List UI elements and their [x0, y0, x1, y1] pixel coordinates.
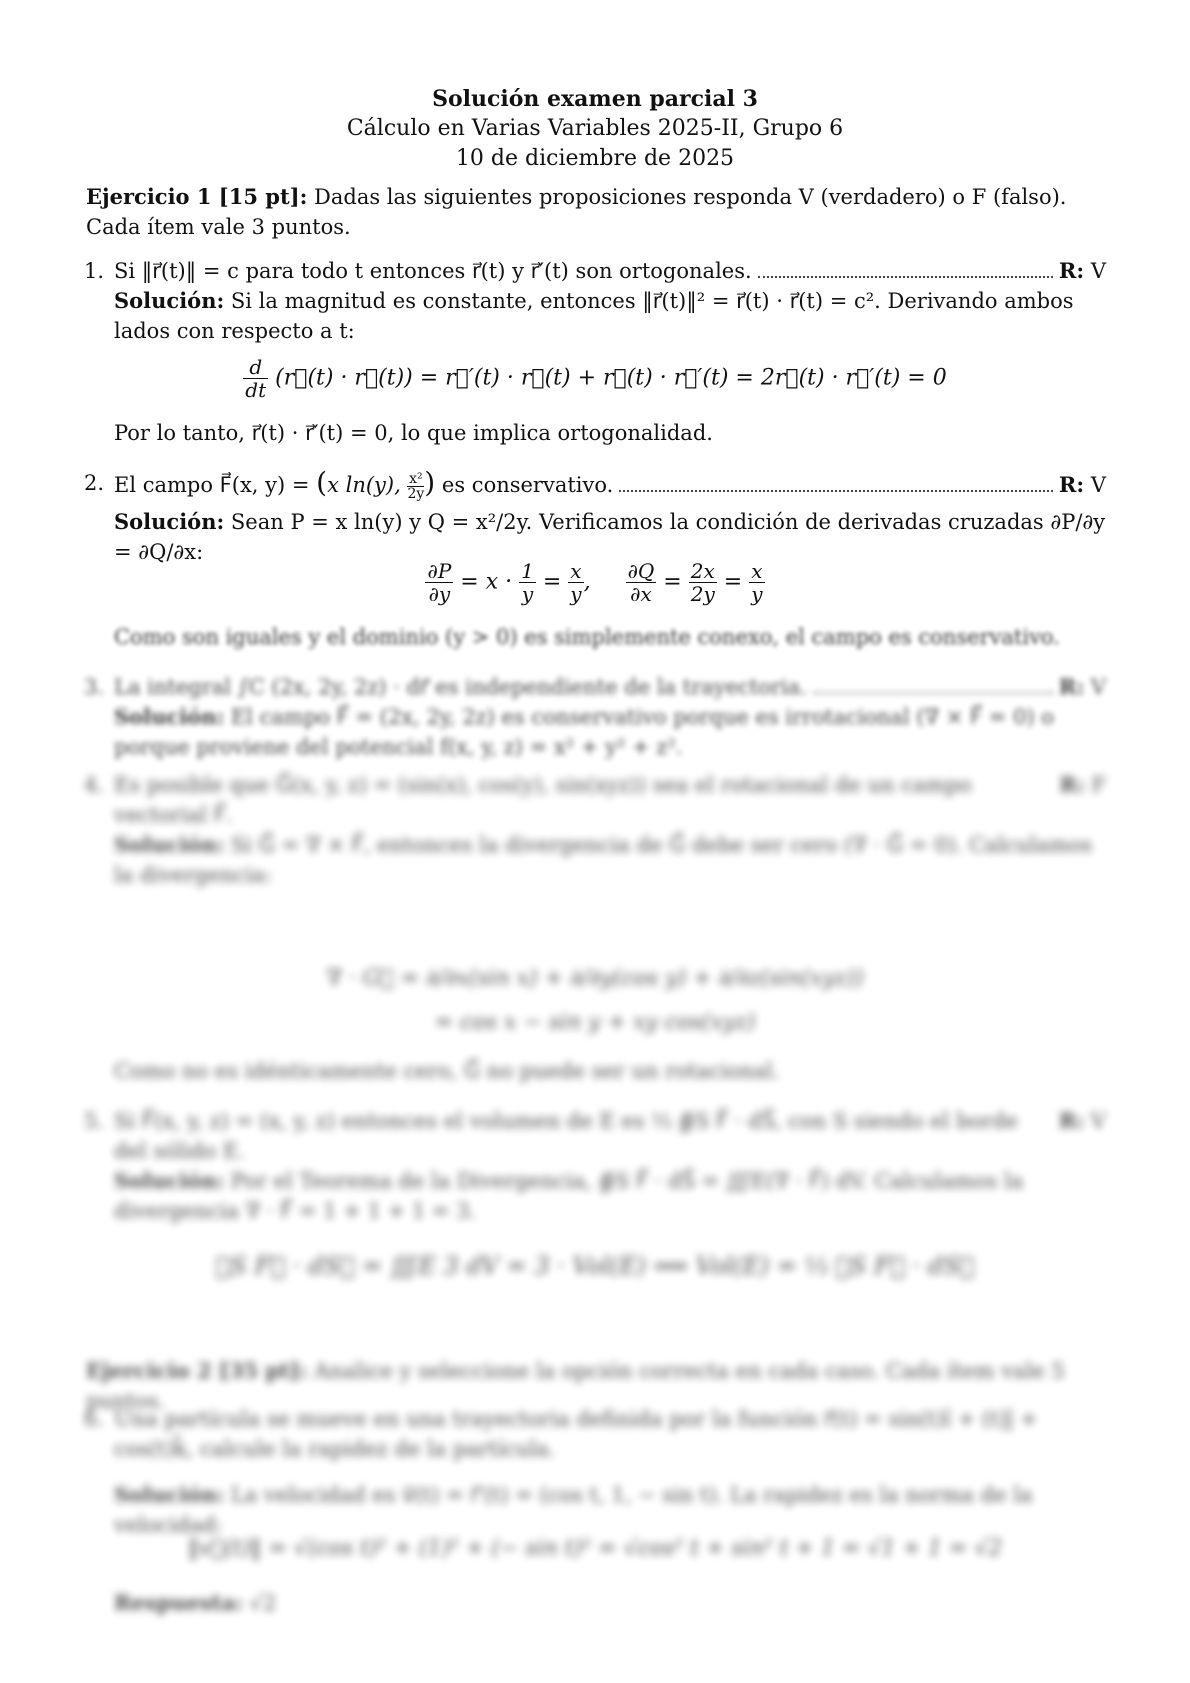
item-4-statement-line [114, 770, 1106, 830]
item-number: 6. [84, 1407, 105, 1431]
answer-label: R: [1058, 1108, 1085, 1133]
solution-label: Solución: [114, 832, 225, 857]
frac-num: 2x [689, 560, 717, 583]
x-over-y [568, 560, 583, 605]
frac-num: d [243, 356, 268, 379]
item-5-solution [114, 1166, 1106, 1226]
item-5-equation: ∯S F⃗ · dS⃗ = ∭E 3 dV = 3 · Vol(E) ⟹ Vol(E) = ⅓ ∯S F⃗ · dS⃗ [215, 1252, 975, 1280]
solution-label: Solución: [114, 1168, 225, 1193]
item-6-solution [114, 1480, 1106, 1540]
frac-den: 2y [407, 486, 425, 502]
answer-value: V [1090, 259, 1106, 283]
solution-text: La velocidad es v⃗(t) = r⃗′(t) = (cos t, 1, − sin t). La rapidez es la norma de la velocidad: [114, 1483, 1033, 1537]
exercise-2-instructions: Analice y seleccione la opción correcta en cada caso. Cada ítem vale 5 puntos. [86, 1359, 1065, 1413]
item-1-equation [0, 356, 1190, 401]
document-title: Solución examen parcial 3 [432, 86, 758, 112]
item-2-equation: $\frac{\partial P}{\partial y}$ = x · $\frac{1}{y}$ = $\frac{x}{y}$ , $\frac{\partial Q}{\partial x}$ = $\frac{2x}{2y}$ = $\frac{x}{y}$ [427, 560, 763, 606]
response-label: Respuesta: [114, 1590, 243, 1615]
solution-text: Si G⃗ = ∇ × F⃗, entonces la divergencia de G⃗ debe ser cero (∇ · G⃗ = 0). Calculamos la divergencia: [114, 833, 1093, 887]
item-4-equation-2: = cos x − sin y + xy cos(xyz) [434, 1010, 756, 1035]
item-6-equation [0, 1536, 1190, 1561]
statement-prefix: El campo F⃗(x, y) = [114, 473, 317, 497]
answer-value: V [1090, 473, 1106, 497]
solution-text: Sean P = x ln(y) y Q = x²/2y. Verificamos la condición de derivadas cruzadas ∂P/∂y = ∂Q/∂x: [114, 510, 1106, 564]
frac-num: x² [409, 471, 423, 487]
frac-num: x [749, 560, 764, 583]
item-1-statement: Si ‖r⃗(t)‖ = c para todo t entonces r⃗(t) y r⃗′(t) son ortogonales. [114, 259, 752, 283]
item-6 [84, 1404, 1106, 1540]
item-5-answer [1059, 1106, 1106, 1136]
frac-num: x [568, 560, 583, 583]
exercise-1-label: Ejercicio 1 [15 pt]: [86, 184, 308, 209]
item-2-conclusion: Como son iguales y el dominio (y > 0) es simplemente conexo, el campo es conservativo. [114, 625, 1060, 649]
answer-label: R: [1059, 772, 1085, 797]
item-6-response [114, 1588, 1106, 1618]
response-value: √2 [249, 1591, 277, 1615]
item-2-statement: El campo F⃗(x, y) = (x ln(y), $\frac{\text{x²}}{2y}$) es conservativo. [114, 466, 614, 502]
field-first-component: x ln(y), [327, 473, 401, 497]
item-3 [84, 672, 1106, 762]
frac-den: dt [245, 378, 267, 402]
item-number: 4. [84, 773, 105, 797]
item-3-answer [1059, 672, 1106, 702]
item-3-solution [114, 702, 1106, 762]
answer-value: V [1090, 675, 1106, 699]
answer-value: F [1091, 773, 1106, 797]
item-6-statement: Una partícula se mueve en una trayectoria definida por la función r⃗(t) = sin(t)î + (t)ĵ + cos(t)k̂, calcule la rapidez de la partícula. [114, 1407, 1038, 1461]
frac-num: ∂Q [627, 560, 655, 583]
frac-den: ∂y [428, 582, 451, 606]
exercise-2-label: Ejercicio 2 [35 pt]: [86, 1358, 308, 1383]
item-1-solution [114, 286, 1106, 346]
frac-den: y [751, 582, 763, 606]
equation-body: (r⃗(t) · r⃗(t)) = r⃗′(t) · r⃗(t) + r⃗(t) · r⃗′(t) = 2r⃗(t) · r⃗′(t) = 0 [275, 365, 947, 391]
solution-text: Si la magnitud es constante, entonces ‖r⃗(t)‖² = r⃗(t) · r⃗(t) = c². Derivando ambos lados con respecto a t: [114, 289, 1074, 343]
solution-label: Solución: [114, 704, 225, 729]
answer-label: R: [1058, 674, 1085, 699]
solution-text: Por el Teorema de la Divergencia, ∯S F⃗ · dS⃗ = ∭E(∇ · F⃗) dV. Calculamos la divergencia ∇ · F⃗ = 1 + 1 + 1 = 3. [114, 1169, 1024, 1223]
item-2 [84, 466, 1106, 567]
item-2-answer [1059, 470, 1106, 500]
item-1 [84, 256, 1106, 346]
solution-label: Solución: [114, 509, 225, 534]
equation-body: ‖v⃗(t)‖ = √(cos t)² + (1)² + (− sin t)² = √cos² t + sin² t + 1 = √1 + 1 = √2 [187, 1536, 1003, 1561]
eq-mid: = x · [460, 569, 513, 595]
exam-date: 10 de diciembre de 2025 [455, 146, 735, 171]
item-4-answer [1060, 770, 1106, 800]
item-4-solution [114, 830, 1106, 890]
x-over-y-2 [749, 560, 764, 605]
dp-dy-fraction [425, 560, 453, 605]
item-4-conclusion: Como no es idénticamente cero, G⃗ no puede ser un rotacional. [114, 1059, 780, 1083]
dot-leader [813, 692, 1053, 694]
item-1-statement-line [114, 256, 1106, 286]
item-4-statement: Es posible que G⃗(x, y, z) = (sin(x), cos(y), sin(xyz)) sea el rotacional de un campo vectorial F⃗. [114, 773, 972, 827]
exercise-1-heading [86, 182, 1106, 242]
item-5 [84, 1106, 1106, 1226]
item-5-statement-line [114, 1106, 1106, 1166]
answer-label: R: [1058, 472, 1085, 497]
item-1-answer [1059, 256, 1106, 286]
frac-den: 2y [690, 582, 715, 606]
item-4 [84, 770, 1106, 890]
field-fraction [407, 472, 424, 501]
item-1-conclusion: Por lo tanto, r⃗(t) · r⃗′(t) = 0, lo que implica ortogonalidad. [114, 421, 713, 445]
frac-num: 1 [521, 560, 534, 583]
item-3-statement-line [114, 672, 1106, 702]
item-3-statement: La integral ∫C (2x, 2y, 2z) · dr⃗ es independiente de la trayectoria. [114, 675, 807, 699]
exercise-1-instructions: Dadas las siguientes proposiciones responda V (verdadero) o F (falso). Cada ítem vale 3 puntos. [86, 185, 1067, 239]
item-number: 2. [84, 471, 105, 495]
item-number: 3. [84, 675, 105, 699]
answer-value: V [1090, 1109, 1106, 1133]
2x-over-2y [689, 560, 717, 605]
frac-num: ∂P [427, 560, 452, 583]
item-2-solution [114, 507, 1106, 567]
frac-den: y [521, 582, 534, 606]
item-2-statement-line [114, 468, 1106, 501]
item-number: 5. [84, 1109, 105, 1133]
derivative-fraction [243, 356, 268, 401]
frac-den: ∂x [630, 582, 652, 606]
dq-dx-fraction [626, 560, 657, 605]
frac-den: y [570, 582, 582, 606]
solution-label: Solución: [114, 1482, 225, 1507]
solution-label: Solución: [114, 288, 225, 313]
dot-leader [619, 490, 1053, 492]
item-5-statement: Si F⃗(x, y, z) = (x, y, z) entonces el volumen de E es ⅓ ∯S F⃗ · dS⃗, con S siendo el borde del sólido E. [114, 1109, 1018, 1163]
item-number: 1. [84, 259, 105, 283]
solution-text: El campo F⃗ = (2x, 2y, 2z) es conservativo porque es irrotacional (∇ × F⃗ = 0) o porque proviene del potencial f(x, y, z) = x² + y² + z². [114, 705, 1054, 759]
one-over-y [519, 560, 536, 605]
statement-suffix: es conservativo. [441, 473, 614, 497]
dot-leader [758, 276, 1053, 278]
course-subtitle: Cálculo en Varias Variables 2025-II, Grupo 6 [346, 116, 844, 141]
item-4-equation-1: ∇ · G⃗ = ∂/∂x(sin x) + ∂/∂y(cos y) + ∂/∂z(sin(xyz)) [326, 966, 864, 991]
answer-label: R: [1058, 258, 1085, 283]
